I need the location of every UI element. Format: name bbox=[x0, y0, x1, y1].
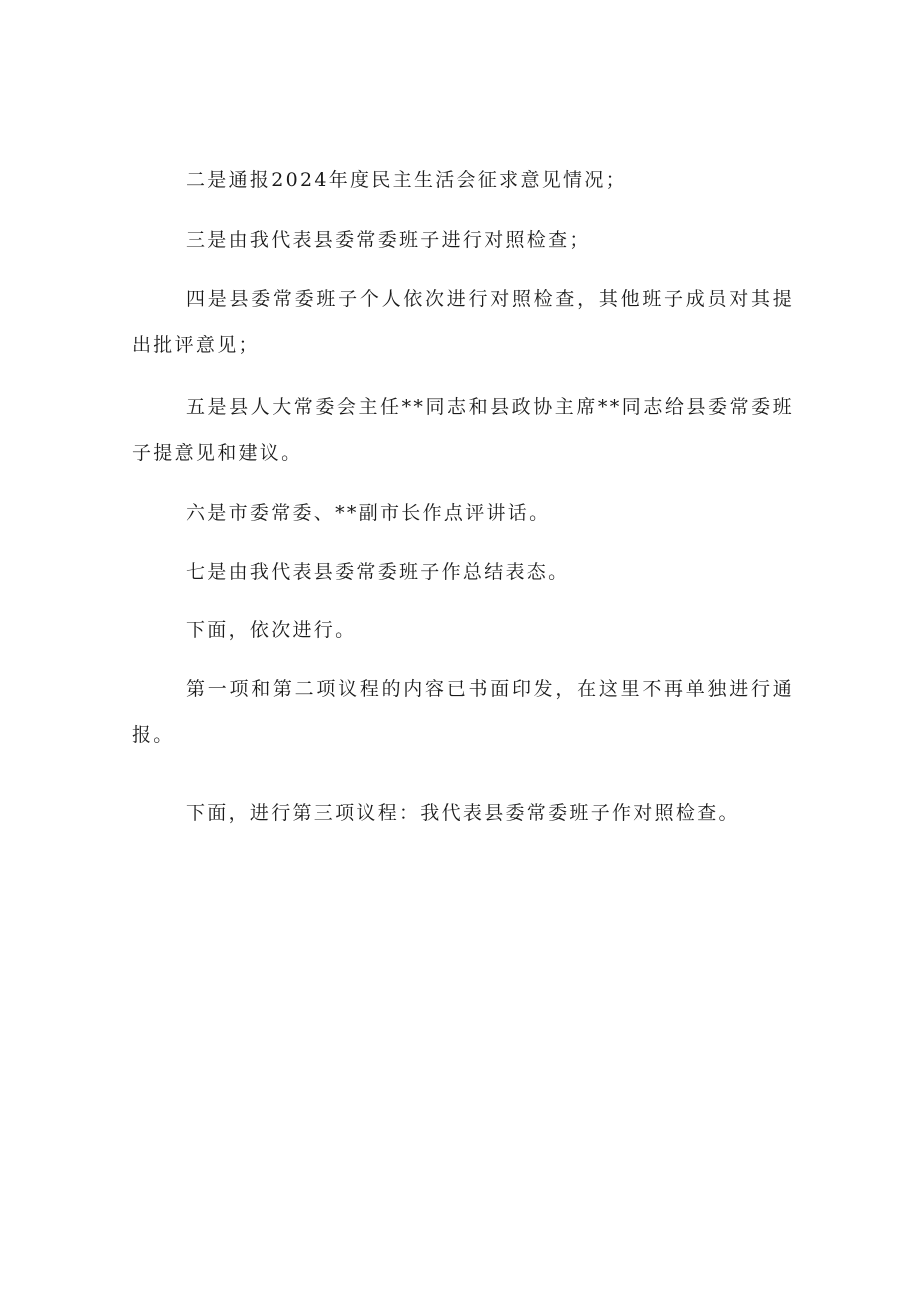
agenda-item-2: 二是通报2024年度民主生活会征求意见情况； bbox=[186, 169, 627, 191]
agenda-item-5: 五是县人大常委会主任**同志和县政协主席**同志给县委常委班子提意见和建议。 bbox=[132, 396, 794, 464]
next-agenda-paragraph: 下面，进行第三项议程：我代表县委常委班子作对照检查。 bbox=[186, 802, 740, 824]
agenda-item-4: 四是县委常委班子个人依次进行对照检查，其他班子成员对其提出批评意见； bbox=[132, 288, 794, 356]
agenda-item-6: 六是市委常委、**副市长作点评讲话。 bbox=[186, 502, 551, 524]
transition-paragraph: 下面，依次进行。 bbox=[186, 619, 357, 641]
notice-paragraph: 第一项和第二项议程的内容已书面印发，在这里不再单独进行通报。 bbox=[132, 678, 794, 746]
agenda-item-3: 三是由我代表县委常委班子进行对照检查； bbox=[186, 229, 591, 251]
agenda-item-7: 七是由我代表县委常委班子作总结表态。 bbox=[186, 561, 570, 583]
